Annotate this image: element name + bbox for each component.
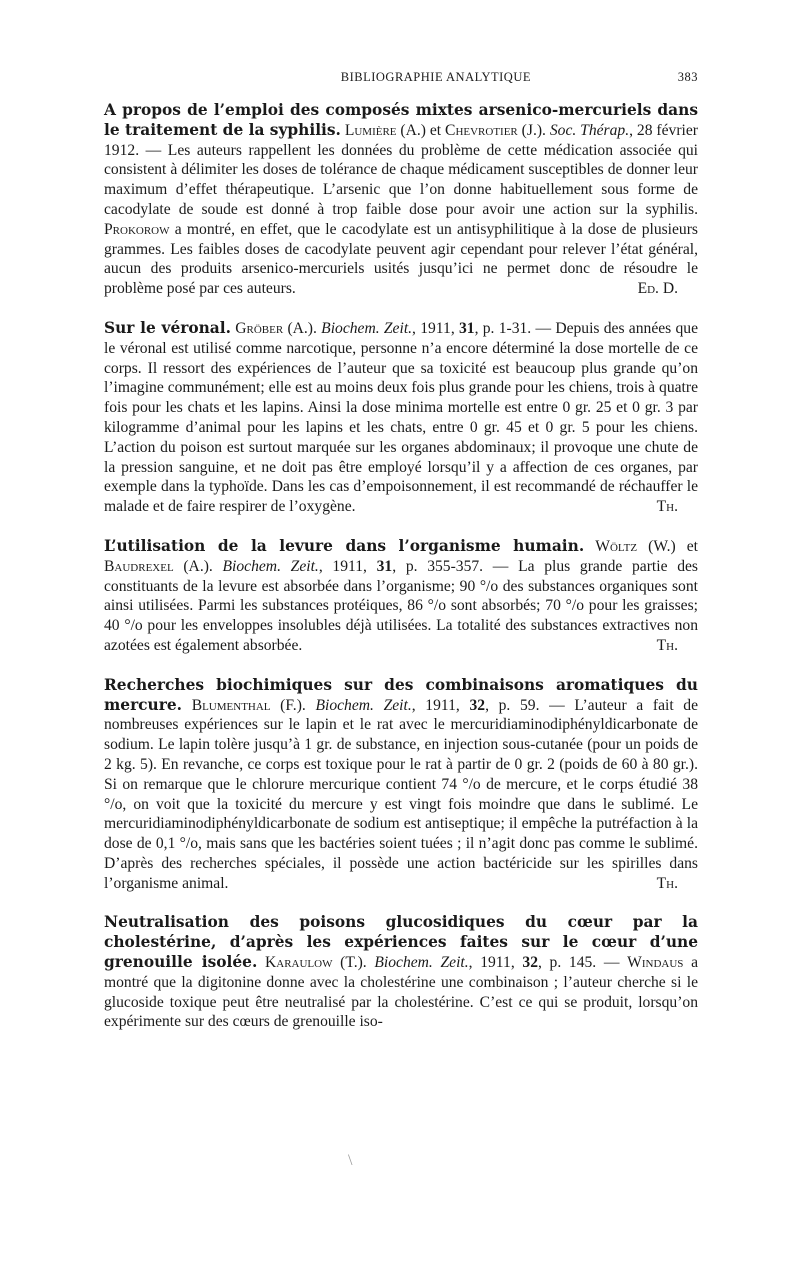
- article-body: Depuis des années que le véronal est utilisé comme narcotique, personne n’a encore déterminé la dose mortelle de ce corps. Il ressort des expériences de l’auteur que sa toxicité est beaucoup plus grande qu’on l’imagine communément; elle est au moins deux fois plus grande pour les chiens, trois à quatre fois pour les chats et les lapins. Ainsi la dose minima mortelle est entre 0 gr. 25 et 0 gr. 3 par kilogramme d’animal pour les lapins et les chats, entre 0 gr. 45 et 0 gr. 5 pour les chiens. L’action du poison est surtout marquée sur les organes abdominaux; il provoque une chute de la pression sanguine, et ne doit pas être employé lorsqu’il y a affection de ces organes, par exemple dans la typhoïde. Dans les cas d’empoisonnement, il est recommandé de réchauffer le malade et de faire respirer de l’oxygène.: [104, 319, 699, 516]
- journal-reference: , 1911,: [468, 954, 523, 972]
- article-title: A propos de l’emploi des composés mixtes arsenico-mercuriels dans le traitement de la syphilis.: [104, 101, 698, 139]
- article-body: La plus grande partie des constituants de la levure est absorbée dans l’organisme; 90 °/o des substances organiques sont ainsi utilisées. Parmi les substances protéiques, 86 °/o sont absorbés; 70 °/o pour les graisses; 40 °/o pour les enveloppes insolubles déjà utilisées. La totalité des substances extractives non azotées est également absorbée.: [104, 557, 698, 654]
- cited-author: Prokorow: [104, 220, 170, 238]
- journal-pages: , p. 59. —: [485, 696, 575, 714]
- journal-name: Biochem. Zeit.: [374, 954, 469, 972]
- article-author: Karaulow (T.).: [265, 954, 367, 972]
- journal-pages: , p. 145. —: [537, 954, 628, 972]
- article-4: [104, 676, 698, 894]
- article-5: [104, 913, 698, 1032]
- journal-reference: , 1911,: [412, 319, 459, 337]
- journal-name: Biochem. Zeit.: [315, 696, 412, 714]
- journal-pages: , p. 355-357. —: [392, 557, 519, 575]
- journal-volume: 32: [469, 696, 486, 714]
- journal-pages: , p. 1-31. —: [474, 319, 556, 337]
- article-body: L’auteur a fait de nombreuses expériences sur le lapin et le rat avec le mercuridiaminodiphényldicarbonate de sodium. Le lapin tolère jusqu’à 1 gr. de substance, en injection sous-cutanée (pour un poids de 2 kg. 5). En revanche, ce corps est toxique pour le rat à partir de 0 gr. 2 (poids de 60 à 80 gr.). Si on remarque que le chlorure mercurique contient 74 °/o de mercure, et le corps étudié 38 °/o, on voit que la toxicité du mercure y est vingt fois moindre que dans le sublimé. Le mercuridiaminodiphényldicarbonate de sodium est antiseptique; il empêche la putréfaction à la dose de 0,1 °/o, mais sans que les bactéries soient tuées ; il n’agit donc pas comme le sublimé. D’après des recherches spéciales, il possède une action bactéricide sur les spirilles dans l’organisme animal.: [104, 696, 699, 892]
- article-author: Gröber (A.).: [235, 319, 317, 337]
- article-1: [104, 101, 698, 299]
- journal-reference: , 28 février 1912. —: [104, 121, 698, 159]
- article-author: Chevrotier (J.).: [445, 121, 546, 139]
- article-signature: Th.: [656, 874, 678, 892]
- journal-volume: 31: [376, 557, 393, 575]
- article-author: Wöltz (W.): [595, 537, 676, 555]
- article-2: [104, 319, 698, 517]
- article-signature: Th.: [656, 498, 678, 516]
- journal-name: Biochem. Zeit.: [321, 319, 413, 337]
- article-signature: Ed. D.: [637, 280, 678, 298]
- journal-name: Biochem. Zeit.: [222, 557, 319, 575]
- journal-volume: 32: [522, 954, 538, 972]
- author-joiner: et: [425, 121, 446, 139]
- article-author: Baudrexel (A.).: [104, 557, 213, 575]
- article-title: Recherches biochimiques sur des combinaisons aromatiques du mercure.: [104, 675, 698, 714]
- article-3: [104, 537, 698, 656]
- article-author: Lumière (A.): [344, 121, 426, 139]
- journal-name: Soc. Thérap.: [549, 121, 630, 139]
- page-number: 383: [677, 70, 698, 84]
- running-header: [104, 70, 698, 85]
- article-body: a montré, en effet, que le cacodylate est un antisyphilitique à la dose de plusieurs grammes. Les faibles doses de cacodylate peuvent agir cependant pour relever l’état général, aucun des produits arsenico-mercuriels usités jusqu’ici ne permet donc de résoudre le problème posé par ces auteurs.: [104, 220, 698, 298]
- article-title: Neutralisation des poisons glucosidiques du cœur par la cholestérine, d’après les expériences faites sur le cœur d’une grenouille isolée.: [104, 913, 698, 972]
- article-body: a montré que la digitonine donne avec la cholestérine une combinaison ; l’auteur cherche si le glucoside toxique peut être neutralisé par la cholestérine. C’est ce qui se produit, lorsqu’on expérimente sur des cœurs de grenouille iso-: [104, 954, 698, 1031]
- article-body: Les auteurs rappellent les données du problème de cette médication associée qui consistent à délimiter les doses de tolérance de chaque médicament susceptibles de donner leur maximum d’effet thérapeutique. L’arsenic que l’on donne habituellement sous forme de cacodylate de soude est donné à trop faible dose pour avoir une action sur la syphilis.: [104, 141, 698, 218]
- article-title: Sur le véronal.: [104, 318, 231, 337]
- cited-author: Windaus: [627, 954, 684, 972]
- journal-reference: , 1911,: [411, 696, 470, 714]
- author-joiner: et: [675, 537, 699, 555]
- journal-volume: 31: [458, 319, 475, 337]
- article-title: L’utilisation de la levure dans l’organisme humain.: [104, 536, 585, 555]
- running-title: BIBLIOGRAPHIE ANALYTIQUE: [340, 70, 531, 84]
- article-author: Blumenthal (F.).: [191, 696, 306, 714]
- journal-reference: , 1911,: [318, 557, 377, 575]
- document-page: [104, 70, 698, 1052]
- article-signature: Th.: [656, 636, 678, 654]
- page-mark: \: [348, 1152, 353, 1169]
